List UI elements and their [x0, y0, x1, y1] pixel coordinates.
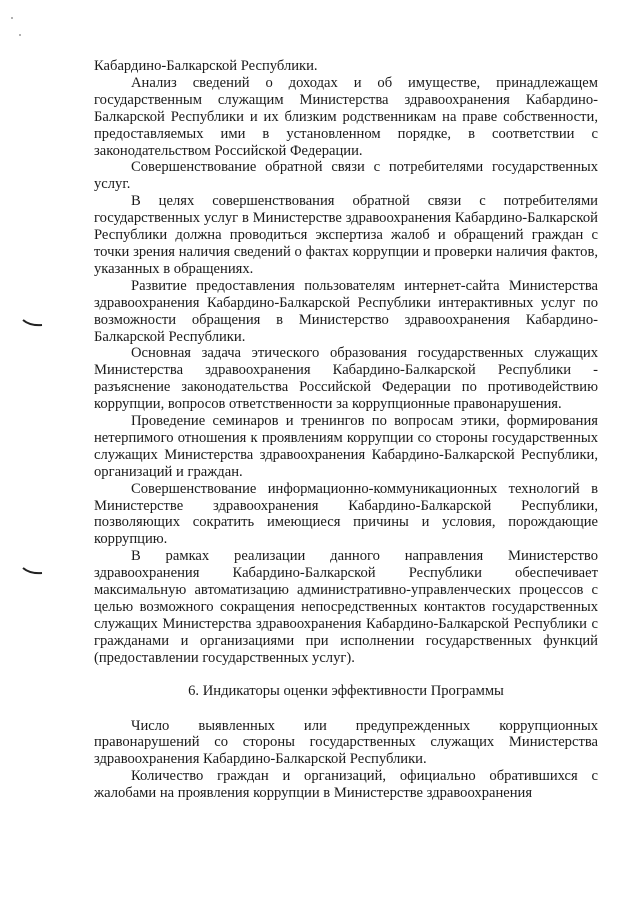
document-body: [94, 58, 598, 802]
paragraph: В рамках реализации данного направления Министерство здравоохранения Кабардино-Балкарской Республики обеспечивает максимальную автоматизацию административно-управленческих процессов с целью возможного сокращения непосредственных контактов государственных служащих Министерства здравоохранения Кабардино-Балкарской Республики с гражданами и организациями при исполнении государственных функций (предоставлении государственных услуг).: [94, 548, 598, 666]
paragraph: Кабардино-Балкарской Республики.: [94, 58, 318, 74]
paragraph: Совершенствование информационно-коммуникационных технологий в Министерстве здравоохранения Кабардино-Балкарской Республики, позволяющих сократить имеющиеся причины и условия, порождающие коррупцию.: [94, 480, 598, 548]
binder-mark-icon: [22, 318, 44, 328]
section-heading: 6. Индикаторы оценки эффективности Программы: [188, 682, 504, 699]
paragraph: Число выявленных или предупрежденных коррупционных правонарушений со стороны государственных служащих Министерства здравоохранения Кабардино-Балкарской Республики.: [94, 717, 598, 768]
paragraph: В целях совершенствования обратной связи с потребителями государственных услуг в Министерстве здравоохранения Кабардино-Балкарской Республики должна проводиться экспертиза жалоб и обращений граждан с точки зрения наличия сведений о фактах коррупции и проверки наличия фактов, указанных в обращениях.: [94, 193, 598, 277]
paragraph: Проведение семинаров и тренингов по вопросам этики, формирования нетерпимого отношения к проявлениям коррупции со стороны государственных служащих Министерства здравоохранения Кабардино-Балкарской Республики, организаций и граждан.: [94, 413, 598, 480]
paragraph: Анализ сведений о доходах и об имуществе, принадлежащем государственным служащим Министерства здравоохранения Кабардино-Балкарской Республики и их близким родственникам на праве собственности, предоставляемых ими в установленном порядке, в соответствии с законодательством Российской Федерации.: [94, 74, 598, 159]
scan-speck: [11, 17, 13, 19]
paragraph: Развитие предоставления пользователям интернет-сайта Министерства здравоохранения Кабардино-Балкарской Республики интерактивных услуг по возможности обращения в Министерство здравоохранения Кабардино-Балкарской Республики.: [94, 277, 598, 345]
paragraph: Основная задача этического образования государственных служащих Министерства здравоохранения Кабардино-Балкарской Республики - разъяснение законодательства Российской Федерации по противодействию коррупции, вопросов ответственности за коррупционные правонарушения.: [94, 345, 598, 413]
scan-speck: [19, 34, 21, 36]
paragraph: Совершенствование обратной связи с потребителями государственных услуг.: [94, 159, 598, 193]
binder-mark-icon: [22, 566, 44, 576]
paragraph: Количество граждан и организаций, официально обратившихся с жалобами на проявления коррупции в Министерстве здравоохранения: [94, 768, 598, 802]
